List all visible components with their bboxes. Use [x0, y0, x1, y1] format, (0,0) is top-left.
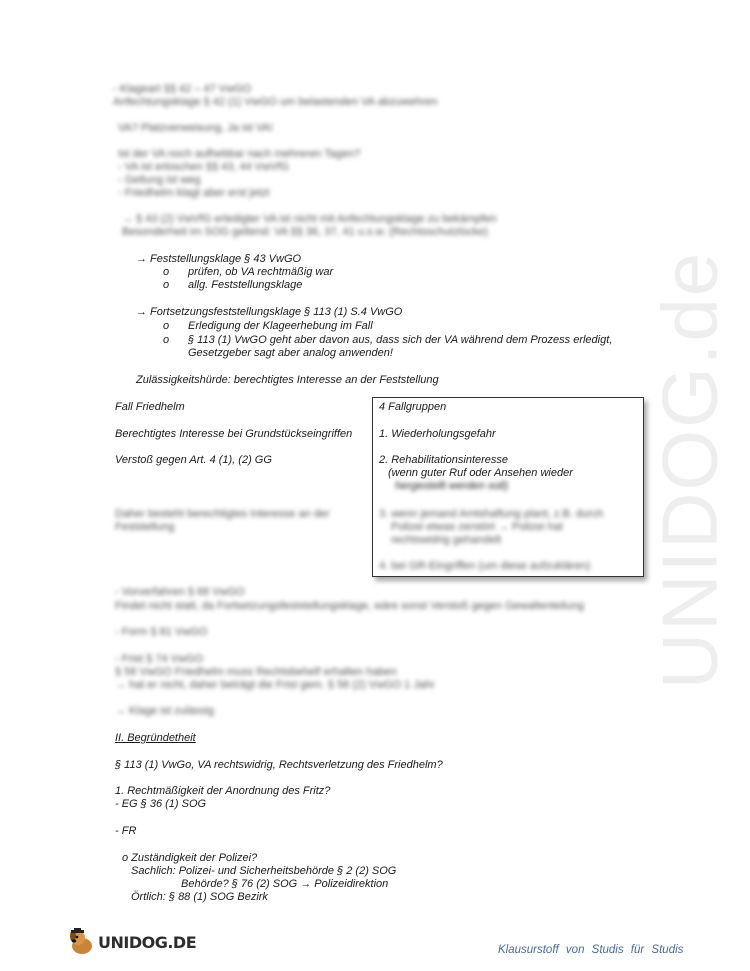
text-line: Örtlich: § 88 (1) SOG Bezirk: [131, 891, 268, 903]
blurred-line: Feststellung: [115, 521, 175, 533]
blurred-line: - Vorverfahren § 68 VwGO: [115, 586, 245, 598]
blurred-line: - VA ist erloschen §§ 43, 44 VwVfG: [118, 161, 289, 173]
fortsetzung-title: → Fortsetzungsfeststellungsklage § 113 (1) S.4 VwGO: [136, 306, 403, 318]
box-item-cont: (wenn guter Ruf oder Ansehen wieder: [388, 467, 573, 479]
blurred-line: - Geltung ist weg: [118, 174, 201, 186]
text-line: o Zuständigkeit der Polizei?: [122, 852, 258, 864]
dog-icon: [68, 928, 100, 958]
box-item: 4. bei GR-Eingriffen (um diese aufzuklären): [379, 560, 591, 572]
fortsetzung-item: § 113 (1) VwGO geht aber davon aus, dass sich der VA während dem Prozess erledigt,: [188, 334, 613, 346]
feststellung-title: → Feststellungsklage § 43 VwGO: [136, 253, 302, 265]
fall-label: Fall Friedhelm: [115, 401, 185, 413]
feststellung-item: prüfen, ob VA rechtmäßig war: [188, 266, 334, 278]
feststellung-item: allg. Feststellungsklage ⃠: [188, 279, 314, 291]
box-item-cont: hergestellt werden soll): [395, 480, 509, 492]
fortsetzung-item: Erledigung der Klageerhebung im Fall: [188, 320, 373, 332]
blurred-line: → Klage ist zulässig: [115, 705, 215, 717]
footer-tagline: Klausurstoff von Studis für Studis: [498, 944, 684, 956]
text-line: Behörde? § 76 (2) SOG → Polizeidirektion: [181, 878, 389, 890]
bullet-o: o: [163, 334, 170, 346]
blurred-line: Ist der VA noch aufhebbar nach mehreren Tagen?: [118, 148, 361, 160]
blurred-line: - Frist § 74 VwGO: [115, 653, 204, 665]
box-item-cont: rechtswidrig gehandelt: [391, 534, 502, 546]
bullet-o: o: [163, 320, 170, 332]
blurred-line: - Form § 81 VwGO: [115, 626, 208, 638]
blurred-line: → § 43 (2) VwVfG erledigter VA ist nicht mit Anfechtungsklage zu bekämpfen: [122, 213, 497, 225]
blurred-line: - Friedhelm klagt aber erst jetzt: [118, 187, 270, 199]
blurred-line: § 58 VwGO Friedhelm muss Rechtsbehelf erhalten haben: [115, 666, 397, 678]
zulaessigkeit-heading: Zulässigkeitshürde: berechtigtes Interesse an der Feststellung: [136, 374, 439, 386]
unidog-logo[interactable]: [68, 928, 198, 958]
text-line: 1. Rechtmäßigkeit der Anordnung des Fritz?: [115, 785, 331, 797]
verstoss-label: Verstoß gegen Art. 4 (1), (2) GG: [115, 454, 272, 466]
interesse-label: Berechtigtes Interesse bei Grundstückseingriffen: [115, 428, 353, 440]
box-item: 3. wenn jemand Amtshaftung plant, z.B. durch: [379, 508, 604, 520]
fallgruppen-box: [372, 397, 644, 577]
text-line: - FR: [115, 825, 137, 837]
blurred-line: Daher besteht berechtigtes Interesse an der: [115, 508, 330, 520]
bullet-o: o: [163, 279, 170, 291]
box-title: 4 Fallgruppen: [379, 401, 447, 413]
fortsetzung-item-cont: Gesetzgeber sagt aber analog anwenden!: [188, 347, 393, 359]
text-line: § 113 (1) VwGo, VA rechtswidrig, Rechtsverletzung des Friedhelm?: [115, 759, 443, 771]
box-item-cont: Polizei etwas zerstört → Polizei hat: [391, 521, 563, 533]
blurred-line: - Klageart §§ 42 – 47 VwGO: [113, 83, 252, 95]
blurred-line: Besonderheit im SOG geltend: VA §§ 36, 37, 41 u.s.w. (Rechtsschutzlücke): [122, 226, 489, 238]
text-line: Sachlich: Polizei- und Sicherheitsbehörde § 2 (2) SOG: [131, 865, 397, 877]
section-heading: II. Begründetheit: [115, 732, 196, 744]
logo-text: UNIDOG.DE: [98, 933, 197, 952]
box-item: 2. Rehabilitationsinteresse: [379, 454, 509, 466]
blurred-line: Anfechtungsklage § 42 (1) VwGO um belastenden VA abzuwehren: [113, 96, 438, 108]
box-item: 1. Wiederholungsgefahr: [379, 428, 496, 440]
text-line: - EG § 36 (1) SOG: [115, 798, 207, 810]
bullet-o: o: [163, 266, 170, 278]
blurred-line: VA? Platzverweisung, Ja ist VA!: [118, 122, 273, 134]
watermark: UNIDOG.de: [645, 250, 734, 690]
blurred-line: Findet nicht statt, da Fortsetzungsfeststellungsklage, wäre sonst Verstoß gegen Gewaltenteilung: [115, 600, 584, 612]
blurred-line: → hat er nicht, daher beträgt die Frist gem. § 58 (2) VwGO 1 Jahr: [115, 679, 435, 691]
